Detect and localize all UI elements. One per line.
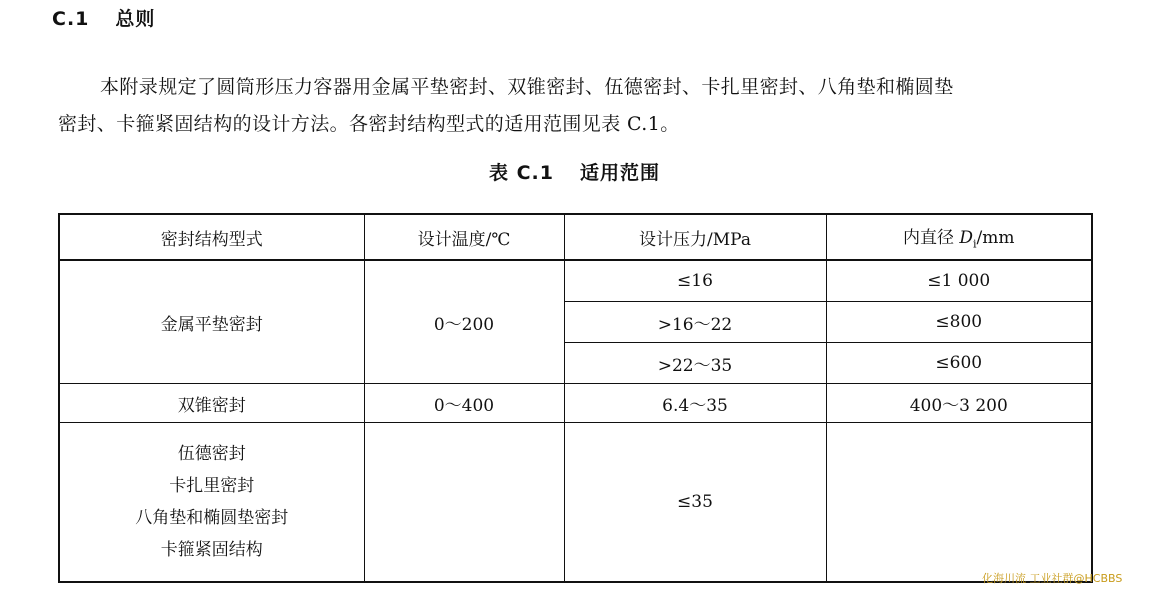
header-diameter-sub: i	[973, 237, 977, 251]
cell-diameter: 400～3 200	[826, 384, 1092, 423]
table-title: 适用范围	[579, 162, 660, 184]
cell-pressure: ≤35	[564, 423, 826, 583]
seal-type-item: 卡箍紧固结构	[160, 540, 263, 560]
header-diameter-prefix: 内直径	[902, 228, 960, 249]
cell-seal-type: 双锥密封	[59, 384, 364, 423]
header-diameter-symbol: D	[959, 228, 974, 249]
cell-pressure: 6.4～35	[564, 384, 826, 423]
header-diameter-unit: /mm	[976, 228, 1015, 249]
cell-pressure: ≤16	[564, 260, 826, 302]
cell-pressure: >16～22	[564, 302, 826, 343]
cell-temperature	[364, 423, 564, 583]
table-caption	[0, 158, 1149, 185]
header-temperature: 设计温度/℃	[364, 214, 564, 260]
scope-table	[58, 213, 1093, 583]
header-seal-type: 密封结构型式	[59, 214, 364, 260]
table-row	[59, 260, 1092, 302]
section-number: C.1	[52, 8, 90, 30]
table-row	[59, 384, 1092, 423]
cell-diameter	[826, 423, 1092, 583]
cell-pressure: >22～35	[564, 343, 826, 384]
watermark: 化海川流 工业社群@HCBBS	[982, 572, 1123, 585]
cell-diameter: ≤600	[826, 343, 1092, 384]
header-pressure: 设计压力/MPa	[564, 214, 826, 260]
seal-type-item: 伍德密封	[177, 444, 246, 464]
table-row	[59, 423, 1092, 583]
cell-temperature: 0～200	[364, 260, 564, 384]
section-title: 总则	[115, 8, 156, 30]
paragraph-line-2: 密封、卡箍紧固结构的设计方法。各密封结构型式的适用范围见表 C.1。	[58, 113, 680, 135]
header-diameter	[826, 214, 1092, 260]
seal-type-item: 卡扎里密封	[169, 476, 255, 496]
cell-seal-type: 金属平垫密封	[59, 260, 364, 384]
cell-temperature: 0～400	[364, 384, 564, 423]
seal-type-item: 八角垫和椭圆垫密封	[135, 508, 289, 528]
intro-paragraph	[58, 69, 1098, 143]
table-number: 表 C.1	[488, 162, 554, 184]
cell-diameter: ≤800	[826, 302, 1092, 343]
table-header-row	[59, 214, 1092, 260]
cell-seal-types	[59, 423, 364, 583]
paragraph-line-1: 本附录规定了圆筒形压力容器用金属平垫密封、双锥密封、伍德密封、卡扎里密封、八角垫和椭圆垫	[100, 76, 954, 98]
cell-diameter: ≤1 000	[826, 260, 1092, 302]
section-heading	[52, 4, 155, 31]
